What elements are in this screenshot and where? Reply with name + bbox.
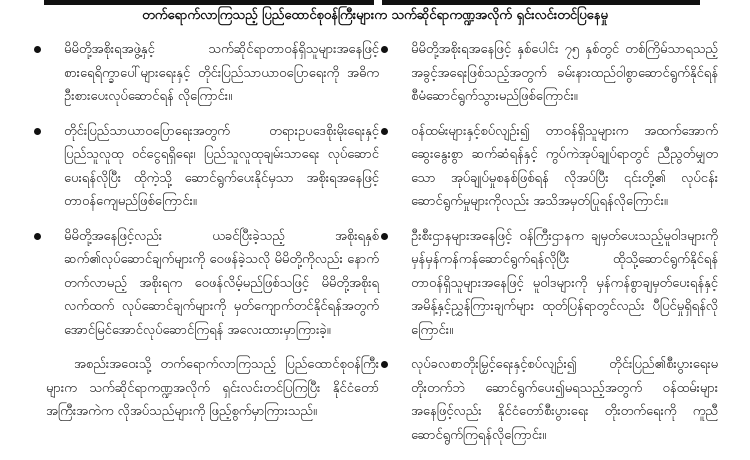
list-item [381,38,718,109]
list-item [34,38,379,109]
bullet-icon [381,46,388,53]
list-item [381,120,718,214]
top-rule-right [382,0,700,5]
bullet-icon [381,361,388,368]
list-item-text: ဝန်ထမ်းများနှင့်စပ်လျဉ်း၍ တာဝန်ရှိသူများက အထက်အောက် ဆွေးနွေးစွာ ဆက်ဆံရန်နှင့် ကွပ်ကဲအုပ်ချုပ်ရာတွင် ညီညွတ်မျှတသော အုပ်ချုပ်မှုစနစ်ဖြစ်ရန် လိုအပ်ပြီး ၎င်းတို့၏ လုပ်ငန်းဆောင်ရွက်မှုများကိုလည်း အသိအမှတ်ပြုရန်လိုကြောင်း။ [411,123,718,209]
list-item-text: မိမိတို့အစိုးရအနေဖြင့် နှစ်ပေါင်း ၇၅ နှစ်တွင် တစ်ကြိမ်သာရသည့် အခွင့်အရေးဖြစ်သည့်အတွက် ခမ်းနားထည်ဝါစွာဆောင်ရွက်နိုင်ရန် စီမံဆောင်ရွက်သွားမည်ဖြစ်ကြောင်း။ [411,42,718,104]
bullet-icon [34,128,41,135]
list-item-text: မိမိတို့အစိုးရအဖွဲ့နှင့် သက်ဆိုင်ရာတာဝန်ရှိသူများအနေဖြင့် စားရေရိက္ခာပေါ်များရေးနှင့် တိုင်းပြည်သာယာဝပြောရေးကို အဓိကဦးစားပေးလုပ်ဆောင်ရန် လိုကြောင်း။ [64,42,379,104]
list-item-text: မိမိတို့အနေဖြင့်လည်း ယခင်ပြီးခဲ့သည့် အစိုးရနှစ်ဆက်၏လုပ်ဆောင်ချက်များကို ဝေဖန်ခဲ့သလို မိမိတို့ကိုလည်း နောက်တက်လာမည့် အစိုးရက ဝေဖန်လိမ့်မည်ဖြစ်သဖြင့် မိမိတို့အစိုးရလက်ထက် လုပ်ဆောင်ချက်များကို မှတ်ကျောက်တင်နိုင်ရန်အတွက် အောင်မြင်အောင်လုပ်ဆောင်ကြရန် အလေးထားမှာကြားခဲ့။ [64,228,379,338]
closing-paragraph [34,353,379,424]
left-column [34,38,379,424]
section-heading: တက်ရောက်လာကြသည့် ပြည်ထောင်စုဝန်ကြီးများက သက်ဆိုင်ရာကဏ္ဍအလိုက် ရှင်းလင်းတင်ပြနေမှု [142,8,608,23]
list-item-text: တိုင်းပြည်သာယာဝပြောရေးအတွက် တရားဥပဒေစိုးမိုးရေးနှင့် ပြည်သူလူထု ဝင်ငွေရရှိရေး၊ ပြည်သူလူထုချမ်းသာရေး လုပ်ဆောင်ပေးရန်လိုပြီး ထိုကဲ့သို့ ဆောင်ရွက်ပေးနိုင်မှသာ အစိုးရအနေဖြင့် တာဝန်ကျေမည်ဖြစ်ကြောင်း။ [64,123,379,209]
list-item [34,120,379,214]
top-rule-left [44,0,374,5]
bullet-icon [34,233,41,240]
bullet-icon [381,233,388,240]
closing-paragraph-text: အစည်းအဝေးသို့ တက်ရောက်လာကြသည့် ပြည်ထောင်စုဝန်ကြီးများက သက်ဆိုင်ရာကဏ္ဍအလိုက် ရှင်းလင်းတင်ပြကြပြီး နိုင်ငံတော်အကြီးအကဲက လိုအပ်သည်များကို ဖြည့်စွက်မှာကြားသည်။ [46,357,379,419]
bullet-icon [34,46,41,53]
list-item [34,225,379,343]
top-rule [0,0,750,5]
list-item [381,353,718,447]
list-item-text: ဦးစီးဌာနများအနေဖြင့် ဝန်ကြီးဌာနက ချမှတ်ပေးသည့်မူဝါဒများကို မှန်မှန်ကန်ကန်ဆောင်ရွက်ရန်လိုပြီး ထိုသို့ဆောင်ရွက်နိုင်ရန် တာဝန်ရှိသူများအနေဖြင့် မူဝါဒများကို မှန်ကန်စွာချမှတ်ပေးရန်နှင့် အမိန့်နှင့်ညွှန်ကြားချက်များ ထုတ်ပြန်ရာတွင်လည်း ပီပြင်မှုရှိရန်လိုကြောင်း။ [411,228,718,338]
list-item-text: လုပ်ခလစာတိုးမြှင့်ရေးနှင့်စပ်လျဉ်း၍ တိုင်းပြည်၏စီးပွားရေးမတိုးတက်ဘဲ ဆောင်ရွက်ပေး၍မရသည့်အတွက် ဝန်ထမ်းများအနေဖြင့်လည်း နိုင်ငံတော်စီးပွားရေး တိုးတက်ရေးကို ကူညီဆောင်ရွက်ကြရန်လိုကြောင်း။ [411,357,718,443]
list-item [381,225,718,343]
right-column [381,38,718,458]
bullet-icon [381,128,388,135]
